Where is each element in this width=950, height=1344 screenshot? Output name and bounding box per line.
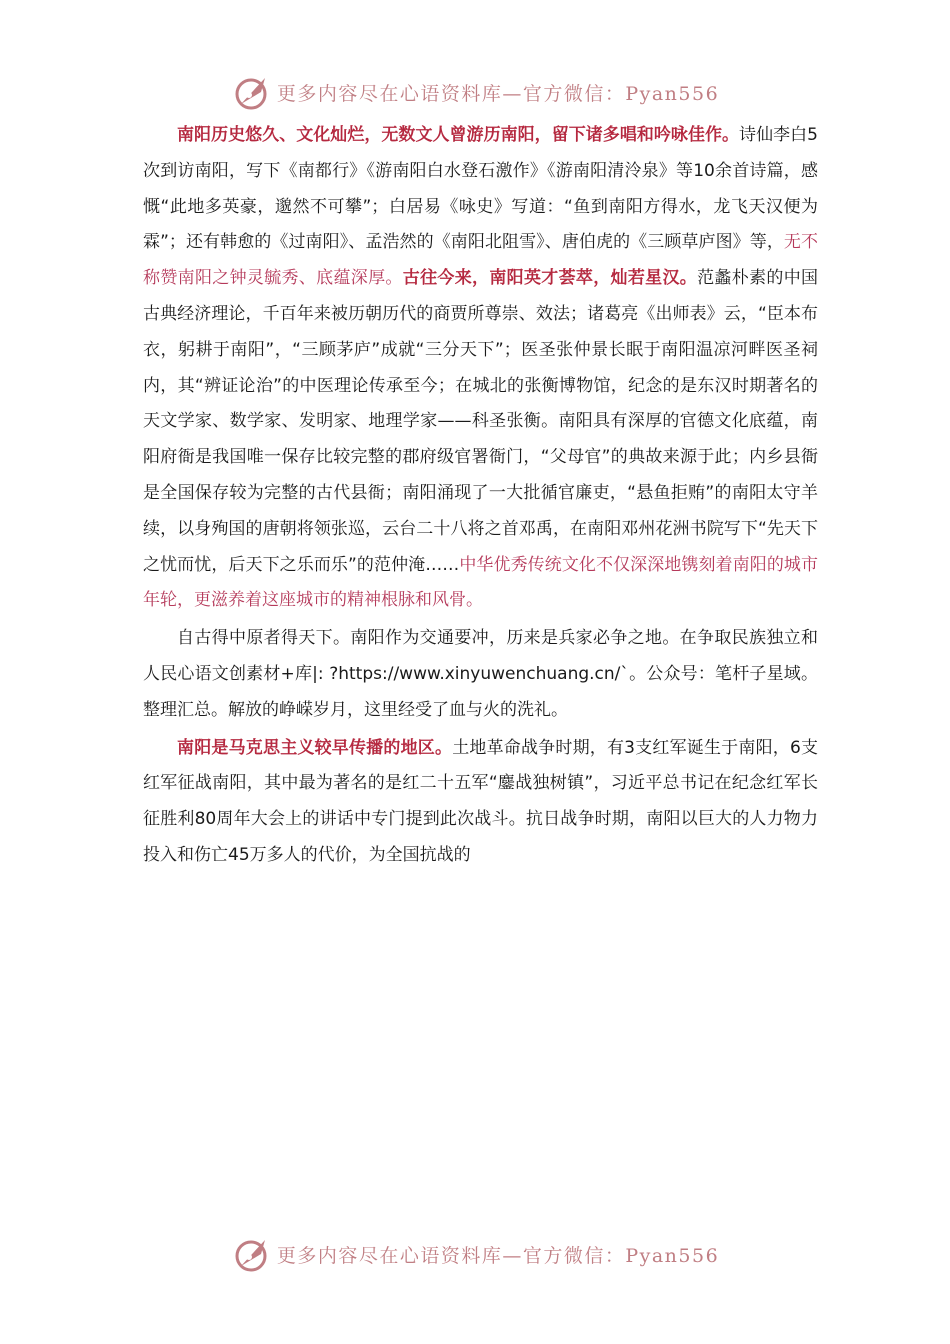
quill-logo-icon [231, 72, 273, 112]
paragraph [143, 731, 818, 874]
body-text: 范蠡朴素的中国古典经济理论，千百年来被历朝历代的商贾所尊崇、效法；诸葛亮《出师表》云，“臣本布衣，躬耕于南阳”，“三顾茅庐”成就“三分天下”；医圣张仲景长眠于南阳温凉河畔医圣祠内，其“辨证论治”的中医理论传承至今；在城北的张衡博物馆，纪念的是东汉时期著名的天文学家、数学家、发明家、地理学家——科圣张衡。南阳具有深厚的官德文化底蕴，南阳府衙是我国唯一保存比较完整的郡府级官署衙门，“父母官”的典故来源于此；内乡县衙是全国保存较为完整的古代县衙；南阳涌现了一大批循官廉吏，“悬鱼拒贿”的南阳太守羊续，以身殉国的唐朝将领张巡，云台二十八将之首邓禹，在南阳邓州花洲书院写下“先天下之忧而忧，后天下之乐而乐”的范仲淹…… [143, 268, 819, 575]
body-text: 土地革命战争时期，有3支红军诞生于南阳，6支红军征战南阳，其中最为著名的是红二十五军“鏖战独树镇”，习近平总书记在纪念红军长征胜利80周年大会上的讲话中专门提到此次战斗。抗日战争时期，南阳以巨大的人力物力投入和伤亡45万多人的代价，为全国抗战的 [143, 737, 818, 865]
highlight-pink-text: 中华优秀传统文化不仅深深地镌刻着南阳的城市年轮，更滋养着这座城市的精神根脉和风骨。 [143, 554, 818, 611]
article-body [143, 118, 818, 874]
paragraph [143, 118, 818, 619]
footer-banner-text: 更多内容尽在心语资料库—官方微信：Pyan556 [276, 1244, 720, 1267]
highlight-pink-text: 无不称赞南阳之钟灵毓秀、底蕴深厚。 [143, 232, 819, 289]
highlight-bold-text: 古往今来，南阳英才荟萃，灿若星汉。 [402, 268, 698, 289]
header-banner-text: 更多内容尽在心语资料库—官方微信：Pyan556 [276, 82, 720, 105]
paragraph [143, 621, 818, 728]
header-banner [0, 70, 950, 114]
highlight-bold-text: 南阳历史悠久、文化灿烂，无数文人曾游历南阳，留下诸多唱和吟咏佳作。 [177, 125, 740, 145]
body-text: 诗仙李白5次到访南阳，写下《南都行》《游南阳白水登石激作》《游南阳清泠泉》等10余首诗篇，感慨“此地多英豪，邈然不可攀”；白居易《咏史》写道：“鱼到南阳方得水，龙飞天汉便为霖”；还有韩愈的《过南阳》、孟浩然的《南阳北阻雪》、唐伯虎的《三顾草庐图》等， [143, 125, 818, 253]
body-text: 自古得中原者得天下。南阳作为交通要冲，历来是兵家必争之地。在争取民族独立和人民心语文创素材+库|: ?https://www.xinyuwenchuang.cn/`。公众号：笔杆子星域。整理汇总。解放的峥嵘岁月，这里经受了血与火的洗礼。 [143, 628, 818, 720]
highlight-bold-text: 南阳是马克思主义较早传播的地区。 [177, 737, 453, 758]
quill-logo-icon [231, 1234, 273, 1274]
footer-banner [0, 1232, 950, 1276]
